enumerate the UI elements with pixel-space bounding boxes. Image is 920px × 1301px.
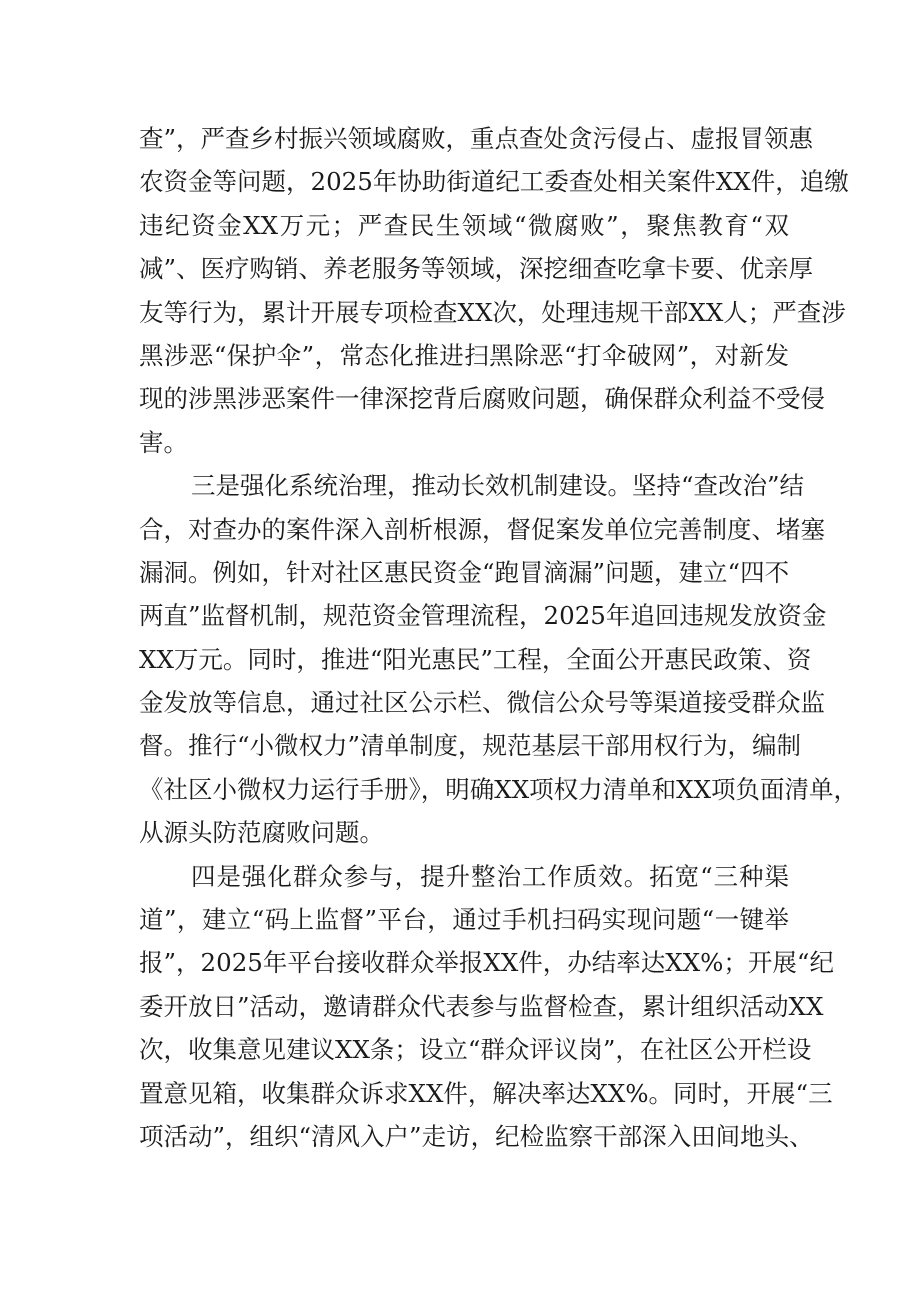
paragraph-line: 两直”监督机制，规范资金管理流程，2025年追回违规发放资金: [139, 601, 827, 631]
paragraph-line: 从源头防范腐败问题。: [139, 818, 384, 848]
paragraph-line: 害。: [139, 427, 188, 457]
paragraph-line: 次，收集意见建议XX条；设立“群众评议岗”，在社区公开栏设: [139, 1035, 812, 1065]
paragraph-line: 督。推行“小微权力”清单制度，规范基层干部用权行为，编制: [139, 731, 802, 761]
paragraph-line: 报”，2025年平台接收群众举报XX件，办结率达XX%；开展“纪: [139, 948, 834, 978]
paragraph-line: 友等行为，累计开展专项检查XX次，处理违规干部XX人；严查涉: [139, 297, 846, 327]
paragraph-line: 金发放等信息，通过社区公示栏、微信公众号等渠道接受群众监: [139, 688, 825, 718]
paragraph-line: 项活动”，组织“清风入户”走访，纪检监察干部深入田间地头、: [139, 1121, 814, 1151]
paragraph-line: 现的涉黑涉恶案件一律深挖背后腐败问题，确保群众利益不受侵: [139, 384, 825, 414]
paragraph-line: 查”，严查乡村振兴领域腐败，重点查处贪污侵占、虚报冒领惠: [139, 124, 814, 153]
paragraph-line: 黑涉恶“保护伞”，常态化推进扫黑除恶“打伞破网”，对新发: [139, 340, 789, 370]
paragraph-line: 漏洞。例如，针对社区惠民资金“跑冒滴漏”问题，建立“四不: [139, 557, 790, 587]
paragraph-line: 委开放日”活动，邀请群众代表参与监督检查，累计组织活动XX: [139, 991, 824, 1021]
paragraph-line: 减”、医疗购销、养老服务等领域，深挖细查吃拿卡要、优亲厚: [139, 254, 814, 284]
paragraph-line: 道”，建立“码上监督”平台，通过手机扫码实现问题“一键举: [139, 905, 789, 935]
paragraph-line: 合，对查办的案件深入剖析根源，督促案发单位完善制度、堵塞: [139, 514, 825, 544]
paragraph-line: 三是强化系统治理，推动长效机制建设。坚持“查改治”结: [191, 471, 805, 501]
paragraph-line: 农资金等问题，2025年协助街道纪工委查处相关案件XX件，追缴: [139, 167, 849, 197]
document-body: [139, 117, 859, 1158]
paragraph-line: 《社区小微权力运行手册》，明确XX项权力清单和XX项负面清单，: [139, 774, 859, 804]
paragraph-line: 置意见箱，收集群众诉求XX件，解决率达XX%。同时，开展“三: [139, 1078, 833, 1108]
paragraph-line: 违纪资金XX万元；严查民生领域“微腐败”，聚焦教育“双: [139, 210, 789, 240]
paragraph-line: XX万元。同时，推进“阳光惠民”工程，全面公开惠民政策、资: [139, 644, 812, 674]
paragraph-line: 四是强化群众参与，提升整治工作质效。拓宽“三种渠: [191, 861, 789, 891]
